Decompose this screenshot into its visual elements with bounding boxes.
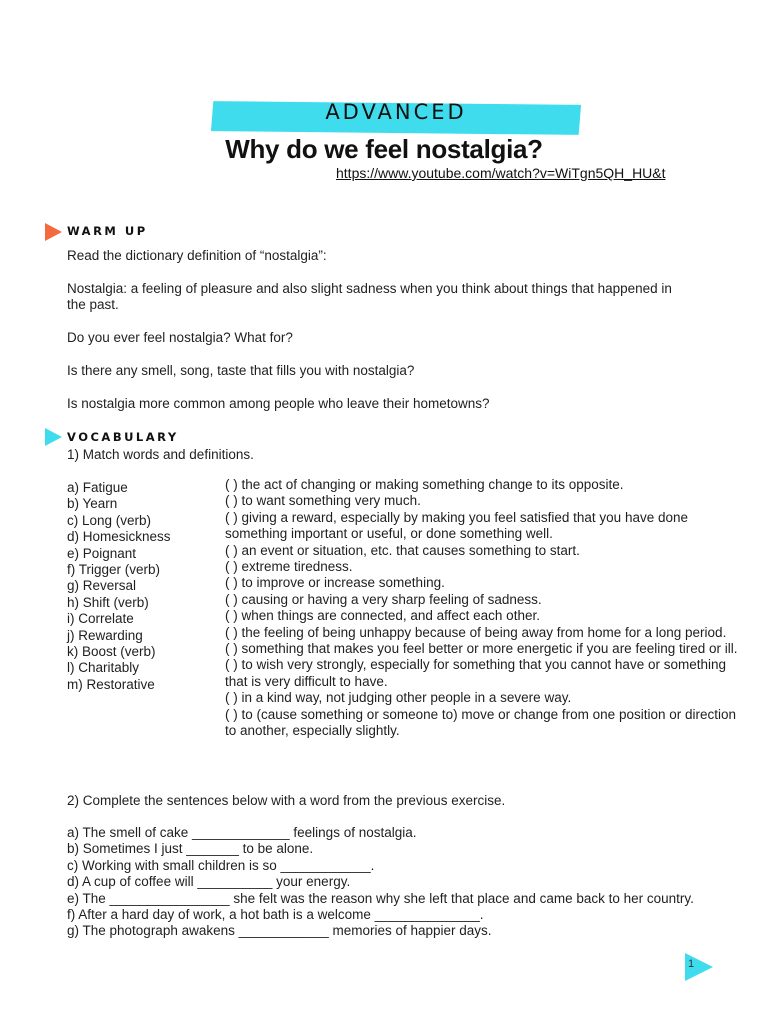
list-item: ( ) when things are connected, and affect each other. bbox=[225, 608, 540, 624]
exercise-1-instruction: 1) Match words and definitions. bbox=[67, 447, 254, 462]
list-item: f) After a hard day of work, a hot bath is a welcome ______________. bbox=[67, 907, 484, 923]
list-item: h) Shift (verb) bbox=[67, 594, 149, 610]
list-item: ( ) giving a reward, especially by making you feel satisfied that you have done something important or useful, or done something well. bbox=[225, 509, 689, 542]
page-number: 1 bbox=[688, 958, 695, 970]
list-item: k) Boost (verb) bbox=[67, 644, 156, 660]
list-item: c) Long (verb) bbox=[67, 512, 152, 528]
list-item: a) Fatigue bbox=[67, 480, 128, 495]
sentence-list bbox=[67, 825, 727, 940]
list-item: b) Sometimes I just _______ to be alone. bbox=[67, 841, 314, 857]
list-item: c) Working with small children is so ____________. bbox=[67, 857, 375, 873]
word-list bbox=[67, 480, 227, 693]
list-item: ( ) the feeling of being unhappy because of being away from home for a long period. bbox=[225, 624, 727, 640]
list-item: ( ) in a kind way, not judging other people in a severe way. bbox=[225, 690, 572, 706]
list-item: ( ) to improve or increase something. bbox=[225, 575, 445, 591]
list-item: ( ) something that makes you feel better or more energetic if you are feeling tired or ill. bbox=[225, 641, 738, 657]
list-item: l) Charitably bbox=[67, 660, 140, 676]
list-item: ( ) extreme tiredness. bbox=[225, 559, 353, 575]
warm-up-question: Is nostalgia more common among people who leave their hometowns? bbox=[67, 396, 490, 411]
list-item: ( ) to want something very much. bbox=[225, 493, 421, 509]
list-item: m) Restorative bbox=[67, 676, 155, 692]
list-item: a) The smell of cake _____________ feelings of nostalgia. bbox=[67, 825, 417, 840]
list-item: g) Reversal bbox=[67, 578, 137, 594]
list-item: ( ) to (cause something or someone to) move or change from one position or direction to another, especially slightly. bbox=[225, 706, 737, 739]
list-item: b) Yearn bbox=[67, 496, 118, 512]
nostalgia-definition: Nostalgia: a feeling of pleasure and also slight sadness when you think about things that happened in the past. bbox=[67, 281, 672, 313]
list-item: d) A cup of coffee will __________ your energy. bbox=[67, 874, 351, 890]
list-item: ( ) an event or situation, etc. that causes something to start. bbox=[225, 542, 580, 558]
definition-list bbox=[225, 477, 750, 740]
exercise-2-instruction: 2) Complete the sentences below with a word from the previous exercise. bbox=[67, 793, 506, 808]
vocabulary-heading: VOCABULARY bbox=[67, 430, 179, 444]
list-item: ( ) causing or having a very sharp feeling of sadness. bbox=[225, 591, 542, 607]
warm-up-question: Do you ever feel nostalgia? What for? bbox=[67, 330, 293, 345]
list-item: d) Homesickness bbox=[67, 529, 171, 545]
video-link[interactable]: https://www.youtube.com/watch?v=WiTgn5QH_HU&t bbox=[336, 165, 666, 181]
level-label: ADVANCED bbox=[325, 100, 467, 124]
warm-up-intro: Read the dictionary definition of “nostalgia”: bbox=[67, 248, 327, 263]
list-item: i) Correlate bbox=[67, 611, 134, 627]
warm-up-question: Is there any smell, song, taste that fills you with nostalgia? bbox=[67, 363, 415, 378]
list-item: e) Poignant bbox=[67, 545, 137, 561]
list-item: e) The ________________ she felt was the reason why she left that place and came back to her country. bbox=[67, 890, 694, 906]
list-item: f) Trigger (verb) bbox=[67, 562, 161, 578]
list-item: g) The photograph awakens ____________ memories of happier days. bbox=[67, 923, 492, 939]
warm-up-triangle-icon bbox=[45, 223, 62, 241]
list-item: ( ) to wish very strongly, especially for something that you cannot have or something that is very difficult to have. bbox=[225, 657, 726, 689]
list-item: j) Rewarding bbox=[67, 627, 143, 643]
list-item: ( ) the act of changing or making something change to its opposite. bbox=[225, 477, 624, 492]
vocabulary-triangle-icon bbox=[45, 428, 62, 446]
page-title: Why do we feel nostalgia? bbox=[225, 134, 543, 164]
warm-up-heading: WARM UP bbox=[67, 224, 148, 238]
